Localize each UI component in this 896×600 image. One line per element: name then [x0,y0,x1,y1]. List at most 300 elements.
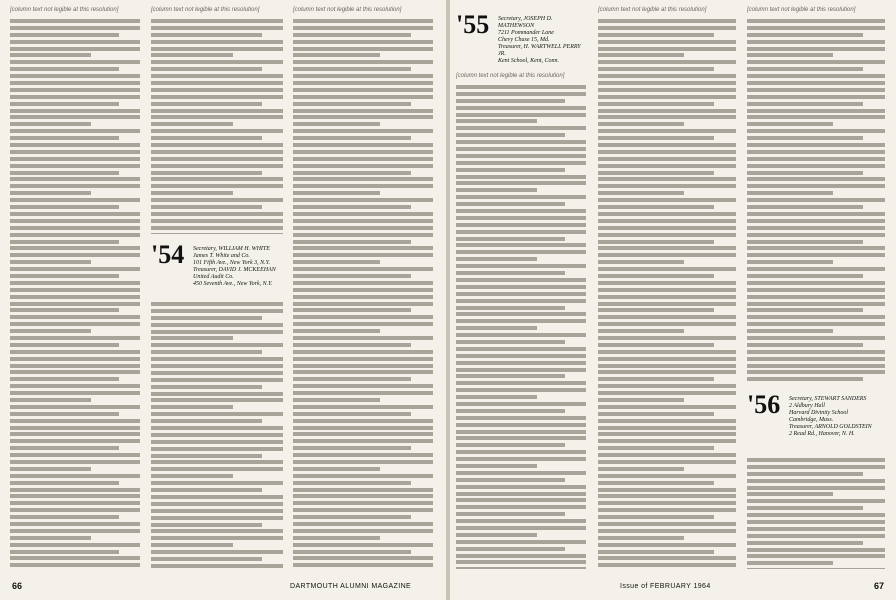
treasurer-name: Treasurer, DAVID J. MCKEEHAN [193,267,276,273]
text-line-placeholder [598,67,714,71]
right-column-1 [456,4,586,569]
text-line-placeholder [151,350,262,354]
text-line-placeholder [747,370,885,374]
text-line-placeholder [151,205,262,209]
text-line-placeholder [747,336,885,340]
text-line-placeholder [10,446,119,450]
text-line-placeholder [456,347,586,351]
text-line-placeholder [10,460,140,464]
text-line-placeholder [10,33,119,37]
text-line-placeholder [293,460,433,464]
text-line-placeholder [10,529,140,533]
text-line-placeholder [747,157,885,161]
text-line-placeholder [747,177,885,181]
text-line-placeholder [456,333,586,337]
text-line-placeholder [747,377,863,381]
text-line-placeholder [293,164,433,168]
text-line-placeholder [747,240,863,244]
text-line-placeholder [598,315,736,319]
text-line-placeholder [598,522,736,526]
text-line-placeholder [456,540,586,544]
text-line-placeholder [456,374,565,378]
text-line-placeholder [293,315,433,319]
text-line-placeholder [293,446,411,450]
text-line-placeholder [598,177,736,181]
text-line-placeholder [747,534,885,538]
text-line-placeholder [151,488,262,492]
text-line-placeholder [747,67,863,71]
text-line-placeholder [598,95,736,99]
text-line-placeholder [151,198,283,202]
text-line-placeholder [10,288,140,292]
text-line-placeholder [598,357,736,361]
left-column-2 [151,4,283,569]
text-line-placeholder [747,136,863,140]
text-line-placeholder [293,467,380,471]
text-line-placeholder [747,506,863,510]
text-line-placeholder [151,523,262,527]
text-line-placeholder [747,246,885,250]
text-line-placeholder [151,495,283,499]
text-line-placeholder [456,526,586,530]
text-line-placeholder [10,253,140,257]
text-line-placeholder [598,219,736,223]
text-line-placeholder [747,53,833,57]
text-line-placeholder [10,102,119,106]
text-line-placeholder [151,53,233,57]
text-line-placeholder [151,88,283,92]
illegible-text-note: [column text not legible at this resolution] [456,73,565,79]
text-line-placeholder [456,547,565,551]
text-line-placeholder [151,95,283,99]
text-line-placeholder [456,216,586,220]
text-line-placeholder [293,370,433,374]
text-line-placeholder [456,106,586,110]
text-line-placeholder [10,315,140,319]
text-line-placeholder [456,175,586,179]
secretary-address: Chevy Chase 15, Md. [498,37,550,43]
text-line-placeholder [598,543,736,547]
right-column-3 [747,4,885,569]
text-line-placeholder [598,157,736,161]
text-line-placeholder [151,109,283,113]
text-line-placeholder [293,556,433,560]
text-line-placeholder [151,412,283,416]
text-line-placeholder [747,267,885,271]
text-line-placeholder [747,19,885,23]
text-line-placeholder [10,384,140,388]
text-line-placeholder [598,226,736,230]
text-line-placeholder [747,33,863,37]
text-line-placeholder [598,488,736,492]
text-line-placeholder [10,536,91,540]
secretary-address: 7211 Pommander Lane [498,30,554,36]
text-line-placeholder [293,488,433,492]
text-line-placeholder [456,223,586,227]
text-line-placeholder [151,323,283,327]
text-line-placeholder [10,336,140,340]
text-line-placeholder [456,168,565,172]
text-line-placeholder [151,219,283,223]
text-line-placeholder [293,481,411,485]
text-line-placeholder [598,563,736,567]
treasurer-address: 2 Read Rd., Hanover, N. H. [789,431,855,437]
text-line-placeholder [598,115,736,119]
text-line-placeholder [293,88,433,92]
text-line-placeholder [747,288,885,292]
text-line-placeholder [293,515,411,519]
text-line-placeholder [10,19,140,23]
text-line-placeholder [747,568,885,569]
text-line-placeholder [293,253,433,257]
text-line-placeholder [598,81,736,85]
text-line-placeholder [151,509,283,513]
text-line-placeholder [598,384,736,388]
text-line-placeholder [151,343,283,347]
text-line-placeholder [456,402,586,406]
text-line-placeholder [456,306,565,310]
text-line-placeholder [456,243,586,247]
text-line-placeholder [10,246,140,250]
text-line-placeholder [598,109,736,113]
text-line-placeholder [747,143,885,147]
text-line-placeholder [456,326,537,330]
text-line-placeholder [598,529,736,533]
text-line-placeholder [293,474,433,478]
text-line-placeholder [10,302,140,306]
secretary-address: James T. White and Co. [193,253,250,259]
text-line-placeholder [293,226,433,230]
text-line-placeholder [10,439,140,443]
text-line-placeholder [456,361,586,365]
right-page [450,0,896,600]
text-line-placeholder [747,274,863,278]
text-line-placeholder [10,419,140,423]
text-line-placeholder [456,505,586,509]
text-line-placeholder [151,516,283,520]
text-line-placeholder [747,465,885,469]
text-line-placeholder [293,95,433,99]
illegible-text-note: [column text not legible at this resolution] [747,7,856,13]
text-line-placeholder [293,219,433,223]
text-line-placeholder [10,481,119,485]
text-line-placeholder [293,412,411,416]
text-line-placeholder [10,184,140,188]
text-line-placeholder [747,60,885,64]
text-line-placeholder [598,26,736,30]
text-line-placeholder [598,171,714,175]
treasurer-name: Treasurer, H. WARTWELL PERRY JR. [498,44,581,57]
secretary-address: Cambridge, Mass. [789,417,834,423]
text-line-placeholder [293,115,433,119]
text-line-placeholder [10,177,140,181]
text-line-placeholder [598,136,714,140]
text-line-placeholder [293,439,433,443]
text-line-placeholder [293,522,433,526]
text-line-placeholder [151,502,283,506]
text-line-placeholder [293,501,433,505]
text-line-placeholder [747,295,885,299]
text-line-placeholder [747,191,833,195]
text-line-placeholder [151,212,283,216]
text-line-placeholder [293,150,433,154]
text-line-placeholder [151,392,283,396]
text-line-placeholder [747,109,885,113]
class-55-officers [498,16,586,65]
text-line-placeholder [747,129,885,133]
right-column-2 [598,4,736,569]
text-line-placeholder [598,164,736,168]
text-line-placeholder [747,205,863,209]
text-line-placeholder [456,471,586,475]
text-line-placeholder [456,450,586,454]
text-line-placeholder [598,515,714,519]
text-line-placeholder [747,527,885,531]
text-line-placeholder [598,398,684,402]
text-line-placeholder [151,157,283,161]
text-line-placeholder [10,508,140,512]
text-line-placeholder [598,453,736,457]
text-line-placeholder [456,209,586,213]
text-line-placeholder [598,322,736,326]
text-line-placeholder [456,512,565,516]
text-line-placeholder [10,191,91,195]
text-line-placeholder [456,202,565,206]
text-line-placeholder [598,122,684,126]
text-lines [10,19,140,569]
text-line-placeholder [151,233,283,234]
text-line-placeholder [293,343,411,347]
text-line-placeholder [598,343,714,347]
text-line-placeholder [10,47,140,51]
illegible-text-note: [column text not legible at this resolution] [598,7,707,13]
text-line-placeholder [456,567,586,569]
text-line-placeholder [10,260,91,264]
text-line-placeholder [10,67,119,71]
text-line-placeholder [151,336,233,340]
text-line-placeholder [456,388,586,392]
text-line-placeholder [747,308,863,312]
text-line-placeholder [10,115,140,119]
text-line-placeholder [293,191,380,195]
text-line-placeholder [598,391,736,395]
text-line-placeholder [456,188,537,192]
text-line-placeholder [598,240,714,244]
text-line-placeholder [598,74,736,78]
text-line-placeholder [293,212,433,216]
text-line-placeholder [747,74,885,78]
text-line-placeholder [598,556,736,560]
left-column-1 [10,4,140,569]
text-line-placeholder [598,550,714,554]
class-year-54: '54 [151,240,185,269]
text-line-placeholder [293,177,433,181]
text-line-placeholder [747,226,885,230]
text-line-placeholder [293,26,433,30]
text-line-placeholder [151,143,283,147]
text-line-placeholder [456,485,586,489]
text-line-placeholder [293,281,433,285]
text-line-placeholder [747,198,885,202]
text-line-placeholder [293,47,433,51]
text-line-placeholder [293,536,380,540]
text-line-placeholder [10,556,140,560]
treasurer-address: United Audit Co. [193,274,234,280]
text-line-placeholder [293,171,411,175]
text-line-placeholder [10,357,140,361]
text-line-placeholder [151,19,283,23]
text-lines [151,302,283,569]
text-line-placeholder [293,157,433,161]
text-line-placeholder [10,143,140,147]
text-line-placeholder [456,161,586,165]
text-line-placeholder [293,136,411,140]
text-line-placeholder [151,47,283,51]
text-line-placeholder [747,364,885,368]
text-line-placeholder [293,302,433,306]
text-line-placeholder [10,205,119,209]
text-line-placeholder [747,561,833,565]
text-line-placeholder [598,184,736,188]
text-line-placeholder [747,164,885,168]
text-line-placeholder [747,40,885,44]
text-line-placeholder [151,191,233,195]
text-lines [293,19,433,569]
text-line-placeholder [598,405,736,409]
text-line-placeholder [10,391,140,395]
text-line-placeholder [456,430,586,434]
text-line-placeholder [293,508,433,512]
text-line-placeholder [151,330,283,334]
text-line-placeholder [151,454,262,458]
text-lines [747,458,885,569]
text-line-placeholder [456,126,586,130]
text-line-placeholder [293,364,433,368]
class-56-officers [789,396,872,438]
text-line-placeholder [598,460,736,464]
text-line-placeholder [293,246,433,250]
left-column-3 [293,4,433,569]
text-line-placeholder [598,102,714,106]
text-line-placeholder [747,513,885,517]
text-line-placeholder [598,467,684,471]
text-line-placeholder [10,60,140,64]
text-line-placeholder [747,253,885,257]
text-line-placeholder [151,81,283,85]
text-lines [598,19,736,569]
text-line-placeholder [598,364,736,368]
text-line-placeholder [293,453,433,457]
text-line-placeholder [747,350,885,354]
text-line-placeholder [747,472,863,476]
text-line-placeholder [151,564,283,568]
text-line-placeholder [293,377,411,381]
page-number-right: 67 [873,581,884,591]
class-54-officers [193,246,276,288]
class-55-heading [456,10,586,64]
text-line-placeholder [151,467,283,471]
text-line-placeholder [293,432,433,436]
text-line-placeholder [598,143,736,147]
text-line-placeholder [151,398,283,402]
text-line-placeholder [10,370,140,374]
text-line-placeholder [10,150,140,154]
text-line-placeholder [456,519,586,523]
text-line-placeholder [456,395,537,399]
text-line-placeholder [293,398,380,402]
text-line-placeholder [293,267,433,271]
text-line-placeholder [293,350,433,354]
text-line-placeholder [456,85,586,89]
illegible-text-note: [column text not legible at this resolution] [151,7,260,13]
text-line-placeholder [747,302,885,306]
text-line-placeholder [293,205,411,209]
text-line-placeholder [10,233,140,237]
text-line-placeholder [293,67,411,71]
text-line-placeholder [151,171,262,175]
text-line-placeholder [293,357,433,361]
text-line-placeholder [747,329,833,333]
text-line-placeholder [747,95,885,99]
text-lines [747,19,885,384]
class-year-55: '55 [456,10,490,39]
text-line-placeholder [293,233,433,237]
text-line-placeholder [10,550,119,554]
text-line-placeholder [747,47,885,51]
secretary-address: 101 Fifth Ave., New York 3, N.Y. [193,260,270,266]
text-line-placeholder [747,102,863,106]
text-line-placeholder [598,205,714,209]
page-number-left: 66 [12,581,23,591]
text-line-placeholder [10,136,119,140]
text-line-placeholder [456,354,586,358]
text-line-placeholder [456,230,586,234]
text-line-placeholder [293,288,433,292]
text-line-placeholder [151,419,262,423]
treasurer-name: Treasurer, ARNOLD GOLDSTEIN [789,424,872,430]
text-line-placeholder [747,184,885,188]
text-line-placeholder [598,494,736,498]
text-line-placeholder [10,122,91,126]
text-line-placeholder [456,423,586,427]
text-line-placeholder [456,147,586,151]
text-line-placeholder [747,260,833,264]
text-line-placeholder [747,26,885,30]
text-line-placeholder [293,295,433,299]
text-line-placeholder [598,40,736,44]
text-line-placeholder [456,154,586,158]
text-line-placeholder [151,378,283,382]
text-line-placeholder [293,543,433,547]
text-line-placeholder [151,115,283,119]
text-line-placeholder [10,364,140,368]
text-line-placeholder [598,501,736,505]
text-line-placeholder [10,474,140,478]
text-line-placeholder [10,109,140,113]
text-line-placeholder [293,322,433,326]
text-line-placeholder [598,370,736,374]
text-line-placeholder [10,350,140,354]
left-page [0,0,446,600]
text-line-placeholder [151,102,262,106]
text-line-placeholder [10,240,119,244]
text-line-placeholder [598,150,736,154]
text-line-placeholder [747,88,885,92]
text-line-placeholder [151,150,283,154]
text-line-placeholder [293,391,433,395]
text-line-placeholder [10,522,140,526]
text-lines [456,85,586,569]
